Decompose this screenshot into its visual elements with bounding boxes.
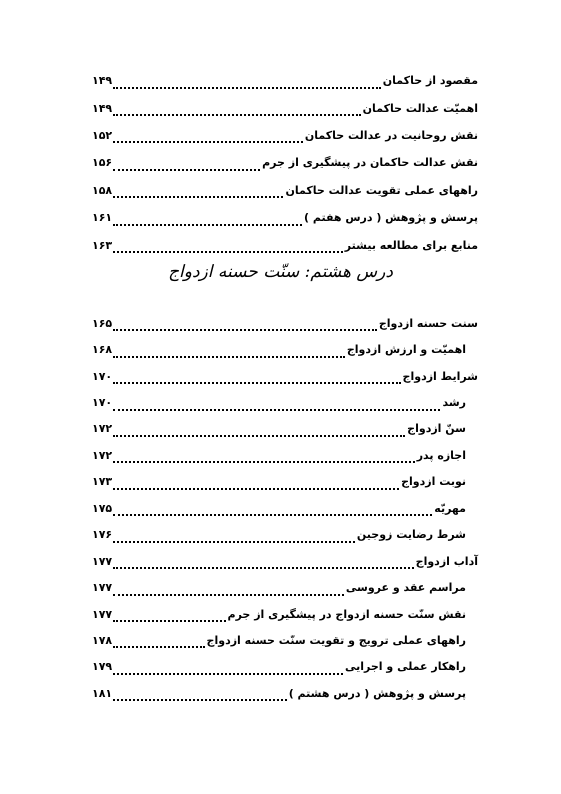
toc-entry-title: آداب ازدواج <box>415 554 478 568</box>
toc-entry[interactable] <box>92 67 478 94</box>
toc-entry-title: رشد <box>442 396 466 410</box>
dot-leader <box>113 114 361 116</box>
toc-entry[interactable] <box>92 149 478 176</box>
toc-entry-title: شرط رضایت زوجین <box>356 528 466 542</box>
dot-leader <box>113 646 204 648</box>
dot-leader <box>113 514 432 516</box>
toc-entry-page: ۱۷۷ <box>92 554 113 568</box>
toc-entry-page: ۱۷۲ <box>92 448 113 462</box>
toc-entry[interactable] <box>92 495 478 521</box>
toc-entry[interactable] <box>92 442 478 468</box>
toc-entry[interactable] <box>92 680 478 706</box>
dot-leader <box>113 541 355 543</box>
toc-entry-title: مهریّه <box>434 501 466 515</box>
toc-entry-title: نقش سنّت حسنه ازدواج در پیشگیری از جرم <box>227 607 466 621</box>
toc-entry-title: منابع برای مطالعه بیشتر <box>344 238 478 252</box>
toc-entry-page: ۱۷۰ <box>92 369 113 383</box>
toc-entry-page: ۱۷۸ <box>92 633 113 647</box>
toc-entry-title: اهمیّت عدالت حاکمان <box>362 101 478 115</box>
dot-leader <box>113 567 413 569</box>
dot-leader <box>113 594 344 596</box>
toc-entry[interactable] <box>92 231 478 258</box>
dot-leader <box>113 620 225 622</box>
dot-leader <box>113 196 283 198</box>
toc-entry-page: ۱۷۰ <box>92 396 113 410</box>
toc-entry-title: نقش عدالت حاکمان در پیشگیری از جرم <box>262 156 478 170</box>
dot-leader <box>113 435 405 437</box>
toc-entry-page: ۱۷۷ <box>92 607 113 621</box>
toc-entry[interactable] <box>92 310 478 336</box>
toc-entry[interactable] <box>92 363 478 389</box>
dot-leader <box>113 488 399 490</box>
toc-entry[interactable] <box>92 122 478 149</box>
toc-entry-page: ۱۸۱ <box>92 686 113 700</box>
toc-entry-page: ۱۵۲ <box>92 128 113 142</box>
dot-leader <box>113 251 343 253</box>
dot-leader <box>113 356 345 358</box>
toc-entry[interactable] <box>92 522 478 548</box>
toc-entry-title: راهکار عملی و اجرایی <box>345 660 466 674</box>
toc-entry-title: راههای عملی ترویج و تقویت سنّت حسنه ازدواج <box>206 633 466 647</box>
dot-leader <box>113 673 343 675</box>
dot-leader <box>113 409 440 411</box>
toc-entry[interactable] <box>92 389 478 415</box>
toc-entry-page: ۱۴۹ <box>92 74 113 88</box>
dot-leader <box>113 329 377 331</box>
toc-entry-page: ۱۶۵ <box>92 316 113 330</box>
toc-section-lesson-8 <box>92 310 478 707</box>
toc-entry-page: ۱۶۳ <box>92 238 113 252</box>
toc-entry-page: ۱۷۳ <box>92 475 113 489</box>
toc-entry-title: مقصود از حاکمان <box>382 74 478 88</box>
toc-entry-title: سنت حسنه ازدواج <box>378 316 478 330</box>
toc-entry-page: ۱۶۱ <box>92 211 113 225</box>
toc-entry-title: مراسم عقد و عروسی <box>345 581 466 595</box>
toc-entry[interactable] <box>92 654 478 680</box>
toc-entry[interactable] <box>92 336 478 362</box>
toc-entry[interactable] <box>92 548 478 574</box>
toc-entry-title: اجازه پدر <box>416 448 466 462</box>
dot-leader <box>113 169 260 171</box>
toc-entry[interactable] <box>92 416 478 442</box>
dot-leader <box>113 87 381 89</box>
toc-entry-title: شرایط ازدواج <box>402 369 478 383</box>
toc-entry-title: راههای عملی تقویت عدالت حاکمان <box>285 183 478 197</box>
toc-entry-title: اهمیّت و ارزش ازدواج <box>346 343 466 357</box>
dot-leader <box>113 382 400 384</box>
toc-entry-page: ۱۷۵ <box>92 501 113 515</box>
toc-entry-title: سنّ ازدواج <box>407 422 466 436</box>
toc-entry-page: ۱۶۸ <box>92 343 113 357</box>
dot-leader <box>113 461 415 463</box>
toc-entry[interactable] <box>92 94 478 121</box>
toc-entry-title: پرسش و پژوهش ( درس هفتم ) <box>303 211 478 225</box>
toc-entry[interactable] <box>92 177 478 204</box>
toc-entry-title: نقش روحانیت در عدالت حاکمان <box>304 128 478 142</box>
toc-entry-page: ۱۷۷ <box>92 581 113 595</box>
toc-entry[interactable] <box>92 469 478 495</box>
toc-entry-title: پرسش و پژوهش ( درس هشتم ) <box>288 686 466 700</box>
dot-leader <box>113 141 303 143</box>
dot-leader <box>113 699 287 701</box>
toc-entry-page: ۱۵۸ <box>92 183 113 197</box>
toc-section-lesson-7 <box>92 67 478 259</box>
toc-entry[interactable] <box>92 627 478 653</box>
toc-entry-page: ۱۴۹ <box>92 101 113 115</box>
toc-entry-page: ۱۷۲ <box>92 422 113 436</box>
toc-entry-page: ۱۷۹ <box>92 660 113 674</box>
toc-entry[interactable] <box>92 601 478 627</box>
toc-entry-page: ۱۷۶ <box>92 528 113 542</box>
toc-entry[interactable] <box>92 204 478 231</box>
dot-leader <box>113 224 302 226</box>
lesson-heading: درس هشتم: سنّت حسنه ازدواج <box>168 262 393 282</box>
toc-entry-page: ۱۵۶ <box>92 156 113 170</box>
toc-entry[interactable] <box>92 574 478 600</box>
toc-entry-title: نوبت ازدواج <box>401 475 466 489</box>
